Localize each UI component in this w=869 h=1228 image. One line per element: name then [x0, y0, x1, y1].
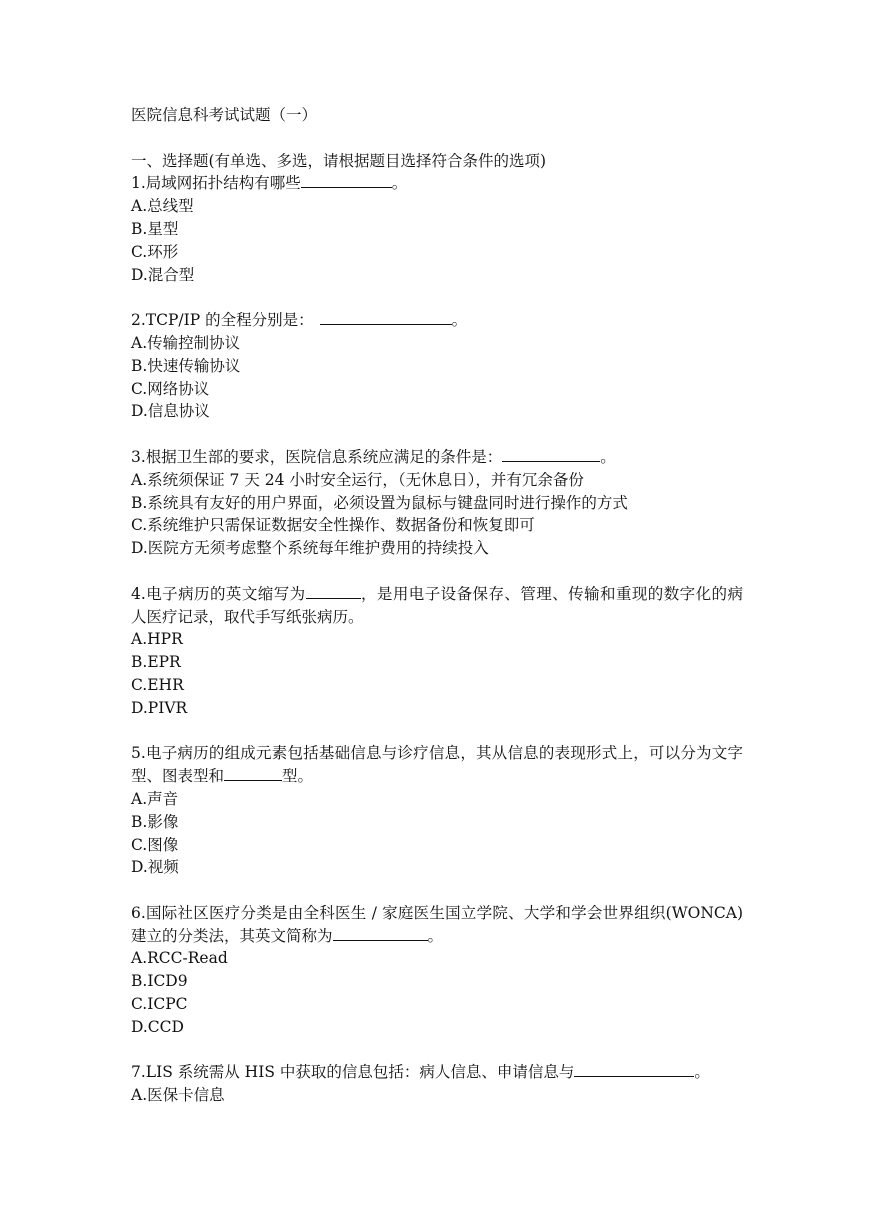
question-3-option-c: C.系统维护只需保证数据安全性操作、数据备份和恢复即可 [131, 516, 535, 535]
question-5-option-d: D.视频 [131, 858, 179, 877]
spacer [131, 286, 743, 309]
question-1-stem [131, 172, 743, 195]
answer-blank [502, 447, 600, 462]
question-5-option-a: A.声音 [131, 789, 179, 808]
answer-blank [306, 584, 361, 599]
document-title: 医院信息科考试试题（一） [131, 106, 318, 124]
question-6-tail: 。 [427, 926, 444, 945]
question-4-option-b: B.EPR [131, 653, 181, 672]
spacer [131, 720, 743, 743]
question-6-option-a: A.RCC-Read [131, 949, 228, 968]
answer-blank [301, 173, 392, 188]
question-2-option-b: B.快速传输协议 [131, 356, 241, 375]
question-2-tail: 。 [451, 311, 468, 330]
question-4-stem [131, 583, 743, 629]
question-3-stem [131, 446, 743, 469]
question-1-option-d: D.混合型 [131, 265, 195, 284]
question-2-option-a: A.传输控制协议 [131, 333, 241, 352]
spacer [131, 1039, 743, 1062]
document-content [131, 104, 743, 1107]
question-2-option-c: C.网络协议 [131, 379, 210, 398]
question-3-option-b: B.系统具有友好的用户界面，必须设置为鼠标与键盘同时进行操作的方式 [131, 493, 628, 512]
answer-blank [574, 1062, 694, 1077]
question-3-tail: 。 [600, 447, 616, 466]
question-4-text: 4.电子病历的英文缩写为 [131, 584, 306, 603]
question-5-stem [131, 742, 743, 788]
question-6-stem [131, 902, 743, 948]
spacer [131, 127, 743, 150]
question-7-stem [131, 1061, 743, 1084]
question-4-option-c: C.EHR [131, 675, 184, 694]
section-heading: 一、选择题(有单选、多选，请根据题目选择符合条件的选项) [131, 151, 547, 170]
question-6-option-b: B.ICD9 [131, 972, 188, 991]
answer-blank [224, 766, 282, 781]
question-1-option-b: B.星型 [131, 219, 179, 238]
question-5-tail: 型。 [282, 767, 314, 786]
question-1-option-c: C.环形 [131, 242, 179, 261]
answer-blank [333, 926, 428, 941]
question-5-option-b: B.影像 [131, 812, 179, 831]
question-7-option-a: A.医保卡信息 [131, 1086, 225, 1105]
answer-blank [320, 310, 452, 325]
question-6-option-d: D.CCD [131, 1017, 184, 1036]
question-1-option-a: A.总线型 [131, 197, 194, 216]
spacer [131, 879, 743, 902]
question-6-text: 6.国际社区医疗分类是由全科医生 / 家庭医生国立学院、大学和学会世界组织(WONCA)建立的分类法，其英文简称为 [131, 903, 743, 945]
question-3-option-a: A.系统须保证 7 天 24 小时安全运行，（无休息日），并有冗余备份 [131, 470, 584, 489]
question-3-option-d: D.医院方无须考虑整个系统每年维护费用的持续投入 [131, 539, 489, 558]
question-5-text: 5.电子病历的组成元素包括基础信息与诊疗信息，其从信息的表现形式上，可以分为文字型、图表型和 [131, 744, 743, 786]
spacer [131, 423, 743, 446]
question-3-text: 3.根据卫生部的要求，医院信息系统应满足的条件是： [131, 447, 503, 466]
question-4-option-d: D.PIVR [131, 698, 188, 717]
question-2-option-d: D.信息协议 [131, 402, 210, 421]
question-2-stem [131, 309, 743, 332]
question-5-option-c: C.图像 [131, 835, 179, 854]
question-6-option-c: C.ICPC [131, 995, 188, 1014]
question-4-tail: ，是用电子设备保存、管理、传输和重现的数字化的病人医疗记录，取代手写纸张病历。 [131, 584, 743, 626]
question-4-option-a: A.HPR [131, 630, 183, 649]
spacer [131, 560, 743, 583]
question-7-tail: 。 [694, 1063, 710, 1082]
question-7-text: 7.LIS 系统需从 HIS 中获取的信息包括：病人信息、申请信息与 [131, 1063, 575, 1082]
question-2-text: 2.TCP/IP 的全程分别是： [131, 311, 314, 330]
question-1-text: 1.局域网拓扑结构有哪些 [131, 174, 301, 193]
question-1-tail: 。 [391, 174, 408, 193]
